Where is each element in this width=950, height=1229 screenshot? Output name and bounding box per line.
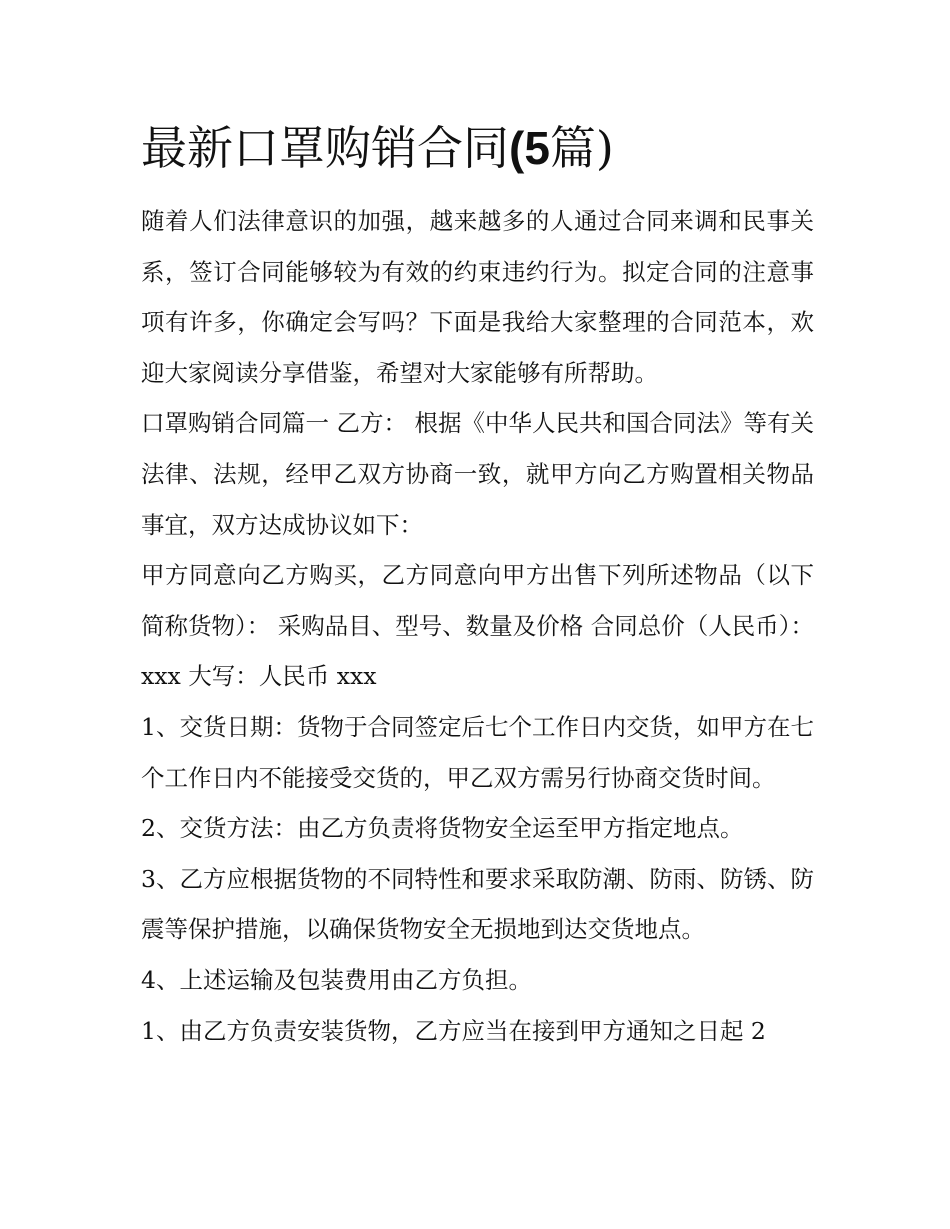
title-suffix: 篇): [549, 121, 614, 175]
paragraph-intro: 随着人们法律意识的加强，越来越多的人通过合同来调和民事关系，签订合同能够较为有效的约束违约行为。拟定合同的注意事项有许多，你确定会写吗？下面是我给大家整理的合同范本，欢迎大家阅读分享借鉴，希望对大家能够有所帮助。: [141, 207, 814, 387]
paragraph-delivery-method: 2、交货方法：由乙方负责将货物安全运至甲方指定地点。: [141, 814, 744, 843]
paragraph-contract-preamble: 口罩购销合同篇一 乙方： 根据《中华人民共和国合同法》等有关法律、法规，经甲乙双方协商一致，就甲方向乙方购置相关物品事宜，双方达成协议如下：: [141, 409, 814, 539]
paragraph-purchase-terms: 甲方同意向乙方购买，乙方同意向甲方出售下列所述物品（以下简称货物）： 采购品目、型号、数量及价格 合同总价（人民币）：xxx 大写：人民币 xxx: [141, 561, 814, 691]
paragraph-protection: 3、乙方应根据货物的不同特性和要求采取防潮、防雨、防锈、防震等保护措施，以确保货物安全无损地到达交货地点。: [141, 864, 814, 944]
paragraph-installation: 1、由乙方负责安装货物，乙方应当在接到甲方通知之日起 2: [141, 1016, 766, 1045]
document-title: [141, 114, 814, 182]
title-prefix: 最新口罩购销合同: [141, 121, 509, 175]
paragraph-transport-cost: 4、上述运输及包装费用由乙方负担。: [141, 965, 532, 994]
paragraph-delivery-date: 1、交货日期：货物于合同签定后七个工作日内交货，如甲方在七个工作日内不能接受交货的，甲乙双方需另行协商交货时间。: [141, 712, 814, 792]
title-number: (5: [509, 122, 550, 174]
